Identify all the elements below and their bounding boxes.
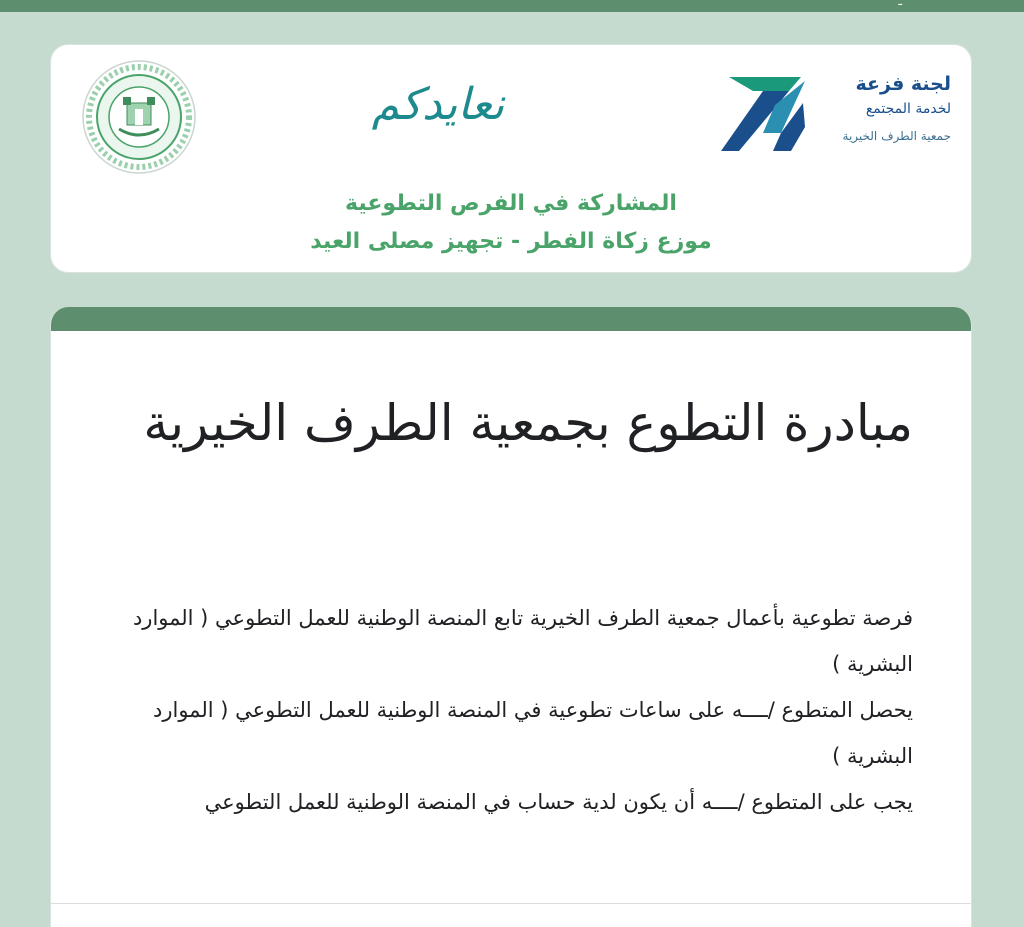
org-logo-mark-icon (719, 75, 807, 153)
org-logo (719, 71, 951, 155)
corner-mark: ـ (898, 0, 902, 8)
org-name: لجنة فزعة (855, 73, 951, 95)
banner-line-tasks: موزع زكاة الفطر - تجهيز مصلى العيد (310, 229, 712, 254)
description-paragraph: يجب على المتطوع /ــــه أن يكون لدية حساب في المنصة الوطنية للعمل التطوعي (204, 790, 913, 814)
banner-line-participation: المشاركة في الفرص التطوعية (345, 191, 677, 216)
greeting-slogan: نعايدكم (371, 79, 505, 130)
header-banner-image (50, 44, 972, 273)
form-description (113, 595, 913, 825)
form-title: مبادرة التطوع بجمعية الطرف الخيرية (143, 394, 913, 452)
top-accent-strip (0, 0, 1024, 12)
org-subtitle: لخدمة المجتمع (865, 101, 951, 117)
form-accent-bar (51, 307, 971, 331)
form-header-card (50, 307, 972, 927)
form-divider (51, 903, 971, 904)
description-paragraph: يحصل المتطوع /ــــه على ساعات تطوعية في المنصة الوطنية للعمل التطوعي ( الموارد البشرية ) (153, 698, 913, 768)
association-seal-emblem-icon (81, 59, 197, 175)
org-association: جمعية الطرف الخيرية (842, 129, 951, 143)
description-paragraph: فرصة تطوعية بأعمال جمعية الطرف الخيرية تابع المنصة الوطنية للعمل التطوعي ( الموارد البشرية ) (132, 606, 913, 676)
